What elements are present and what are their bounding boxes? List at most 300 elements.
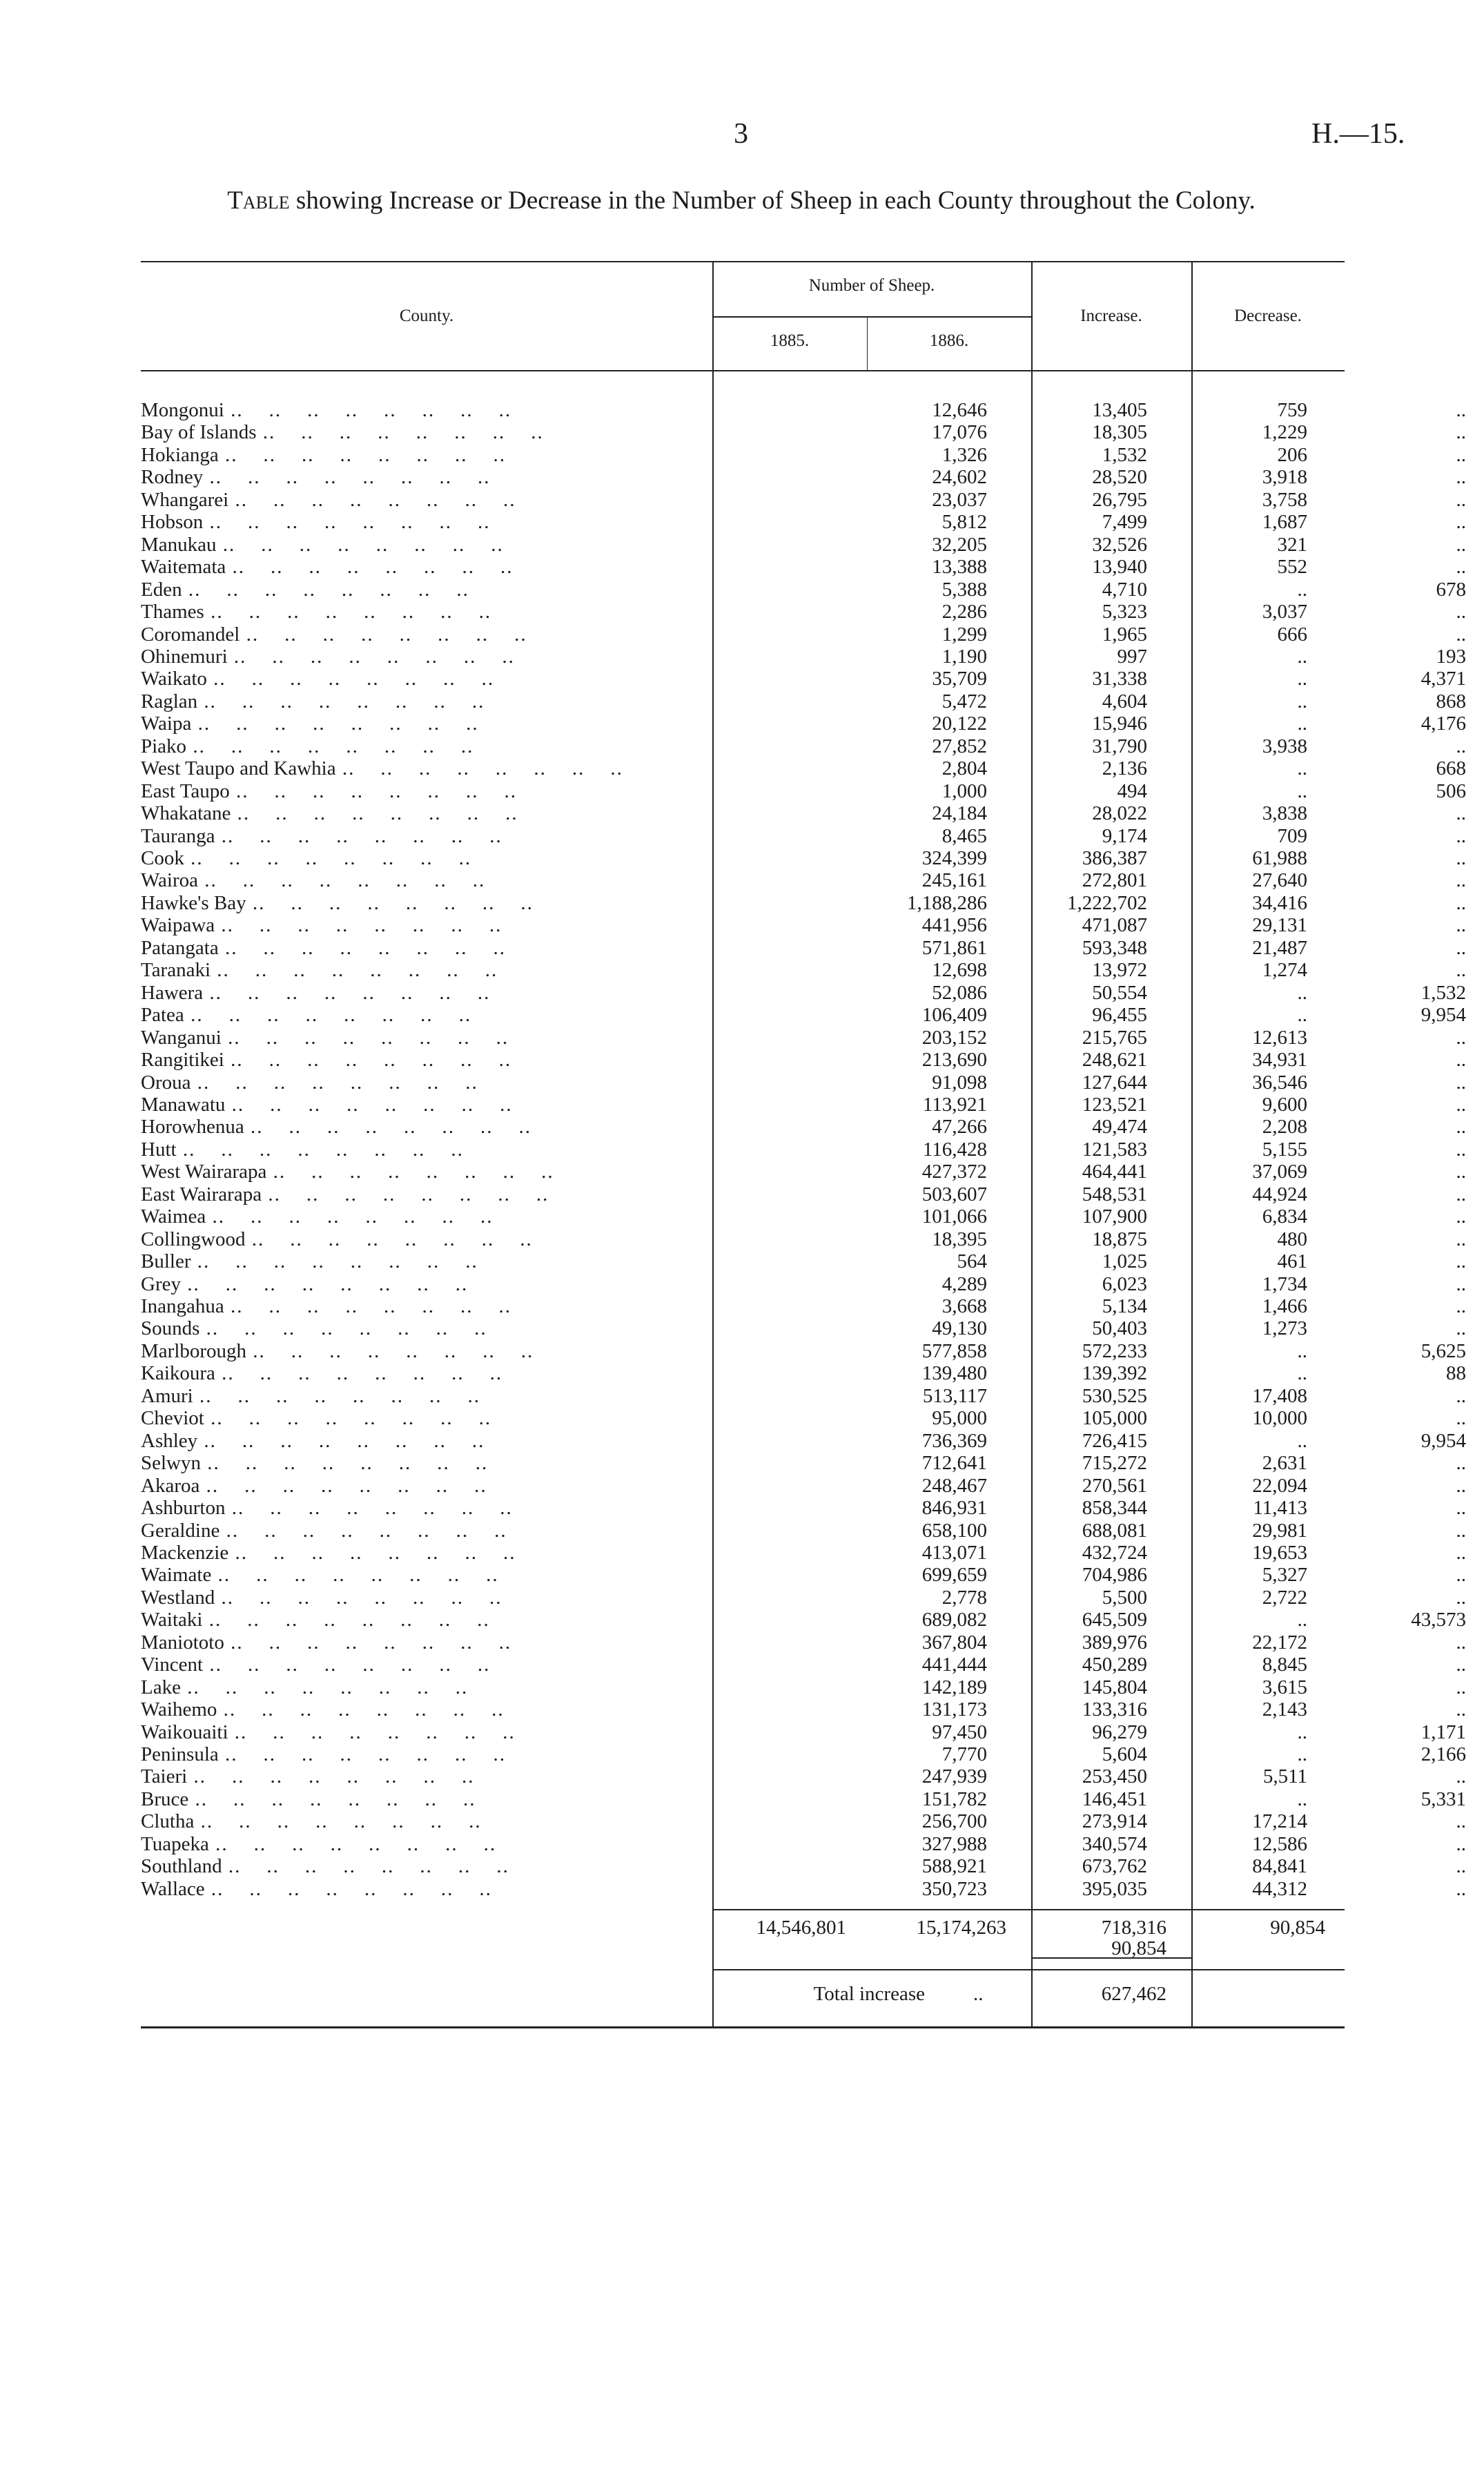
increase-value: .. (1297, 1339, 1307, 1362)
header-1886: 1886. (929, 331, 969, 350)
county-name: Waimea .. (141, 1205, 721, 1228)
increase-value: .. (1297, 1787, 1307, 1810)
decrease-value: .. (1456, 1317, 1466, 1340)
sheep-1885: 24,184 (932, 802, 987, 825)
sheep-1886: 5,323 (1102, 601, 1147, 623)
sheep-1886: 31,338 (1092, 668, 1147, 690)
decrease-value: .. (1456, 466, 1466, 489)
decrease-value: 678 (1436, 578, 1466, 601)
county-name: Wairoa .. (141, 869, 721, 891)
increase-value: 3,615 (1262, 1676, 1307, 1698)
decrease-value: .. (1456, 1183, 1466, 1205)
county-name: Waikouaiti .. (141, 1721, 721, 1743)
sheep-1886: 133,316 (1082, 1698, 1147, 1721)
decrease-value: .. (1456, 399, 1466, 421)
increase-value: 1,274 (1262, 959, 1307, 982)
sheep-1885: 2,778 (941, 1586, 987, 1609)
total-decrease: 90,854 (1270, 1917, 1325, 1939)
decrease-value: 668 (1436, 757, 1466, 780)
increase-value: 22,094 (1252, 1474, 1307, 1497)
increase-value: 34,931 (1252, 1049, 1307, 1072)
decrease-value: .. (1456, 1161, 1466, 1183)
sheep-1885: 97,450 (932, 1721, 987, 1743)
table-row (141, 1743, 1466, 1765)
increase-value: 2,208 (1262, 1116, 1307, 1138)
increase-value: 19,653 (1252, 1541, 1307, 1564)
county-name: East Taupo .. (141, 780, 721, 802)
county-name: Thames .. (141, 601, 721, 623)
increase-value: 29,131 (1252, 914, 1307, 937)
table-row (141, 443, 1466, 466)
decrease-value: 88 (1446, 1362, 1466, 1385)
county-name: Horowhenua .. (141, 1116, 721, 1138)
increase-value: 22,172 (1252, 1631, 1307, 1654)
decrease-value: .. (1456, 1026, 1466, 1049)
decrease-value: 1,532 (1420, 981, 1466, 1004)
table-row (141, 981, 1466, 1004)
table-row (141, 824, 1466, 847)
decrease-value: .. (1456, 533, 1466, 556)
header-decrease: Decrease. (1234, 307, 1302, 325)
increase-value: .. (1297, 1362, 1307, 1385)
decrease-value: .. (1456, 1676, 1466, 1698)
county-name: Taranaki .. (141, 959, 721, 981)
decrease-value: .. (1456, 488, 1466, 511)
sheep-1886: 6,023 (1102, 1272, 1147, 1295)
increase-value: 759 (1277, 399, 1307, 421)
county-name: Rodney .. (141, 466, 721, 488)
county-name: Hawera .. (141, 982, 721, 1004)
sheep-1885: 736,369 (921, 1429, 987, 1452)
sheep-1886: 248,621 (1082, 1049, 1147, 1072)
increase-value: 3,037 (1262, 601, 1307, 623)
decrease-value: 868 (1436, 690, 1466, 713)
sheep-1885: 13,388 (932, 556, 987, 579)
sheep-1885: 689,082 (921, 1609, 987, 1631)
decrease-value: .. (1456, 623, 1466, 646)
table-row (141, 578, 1466, 601)
increase-value: .. (1297, 1004, 1307, 1027)
decrease-value: .. (1456, 1474, 1466, 1497)
county-name: Bruce .. (141, 1788, 721, 1810)
table-row (141, 713, 1466, 735)
header-bottom-rule (141, 370, 1345, 371)
table-row (141, 1855, 1466, 1878)
county-name: Taieri .. (141, 1765, 721, 1787)
sheep-1885: 18,395 (932, 1228, 987, 1250)
table-row (141, 735, 1466, 757)
county-name: Wanganui .. (141, 1027, 721, 1049)
county-name: Eden .. (141, 579, 721, 601)
county-name: East Wairarapa .. (141, 1183, 721, 1205)
sheep-1886: 2,136 (1102, 757, 1147, 780)
table-row (141, 1004, 1466, 1027)
county-name: Tauranga .. (141, 825, 721, 847)
sheep-1886: 715,272 (1082, 1452, 1147, 1475)
sheep-1885: 1,326 (941, 443, 987, 466)
county-name: Collingwood .. (141, 1228, 721, 1250)
sheep-1886: 50,554 (1092, 981, 1147, 1004)
decrease-value: .. (1456, 1519, 1466, 1542)
decrease-value: .. (1456, 1205, 1466, 1228)
sheep-1886: 13,405 (1092, 399, 1147, 421)
sheep-1885: 17,076 (932, 421, 987, 444)
sheep-1885: 513,117 (922, 1384, 987, 1407)
table-row (141, 1676, 1466, 1698)
county-name: Ohinemuri .. (141, 646, 721, 668)
increase-value: 44,924 (1252, 1183, 1307, 1205)
county-name: Geraldine .. (141, 1520, 721, 1542)
sheep-1885: 2,286 (941, 601, 987, 623)
increase-value: 709 (1277, 824, 1307, 847)
sheep-1886: 4,604 (1102, 690, 1147, 713)
table-row (141, 1877, 1466, 1900)
sheep-1886: 673,762 (1082, 1855, 1147, 1878)
county-name: Hokianga .. (141, 444, 721, 466)
table-row (141, 1452, 1466, 1475)
sheep-1885: 441,956 (921, 914, 987, 937)
increase-value: 1,273 (1262, 1317, 1307, 1340)
sheep-1885: 350,723 (921, 1877, 987, 1900)
county-name: Patangata .. (141, 937, 721, 959)
sheep-1886: 18,875 (1092, 1228, 1147, 1250)
sheep-1886: 5,500 (1102, 1586, 1147, 1609)
decrease-value: .. (1456, 1295, 1466, 1317)
sheep-1885: 24,602 (932, 466, 987, 489)
table-row (141, 1519, 1466, 1542)
decrease-value: 4,371 (1420, 668, 1466, 690)
county-name: Raglan .. (141, 690, 721, 713)
increase-value: 206 (1277, 443, 1307, 466)
county-name: Waihemo .. (141, 1698, 721, 1721)
sheep-1885: 7,770 (941, 1743, 987, 1765)
county-name: Manawatu .. (141, 1094, 721, 1116)
sheep-1886: 26,795 (1092, 488, 1147, 511)
decrease-value: .. (1456, 914, 1466, 937)
header-1885: 1885. (770, 331, 810, 350)
sheep-1886: 858,344 (1082, 1497, 1147, 1520)
sheep-1885: 588,921 (921, 1855, 987, 1878)
increase-value: 10,000 (1252, 1407, 1307, 1430)
increase-value: .. (1297, 645, 1307, 668)
increase-value: 1,466 (1262, 1295, 1307, 1317)
sheep-1886: 5,134 (1102, 1295, 1147, 1317)
sheep-1886: 215,765 (1082, 1026, 1147, 1049)
sheep-1885: 245,161 (921, 869, 987, 892)
sheep-1886: 96,279 (1092, 1721, 1147, 1743)
county-name: Hutt .. (141, 1138, 721, 1161)
decrease-value: .. (1456, 1093, 1466, 1116)
sheep-1885: 95,000 (932, 1407, 987, 1430)
table-row (141, 869, 1466, 892)
table-row (141, 847, 1466, 869)
sheep-1886: 432,724 (1082, 1541, 1147, 1564)
decrease-value: .. (1456, 1832, 1466, 1855)
sheep-1886: 997 (1117, 645, 1147, 668)
table-row (141, 779, 1466, 802)
table-row (141, 421, 1466, 444)
sheep-1886: 5,604 (1102, 1743, 1147, 1765)
increase-value: .. (1297, 1429, 1307, 1452)
increase-value: 5,155 (1262, 1138, 1307, 1161)
table-title (141, 185, 1342, 217)
sheep-1885: 131,173 (921, 1698, 987, 1721)
decrease-value: .. (1456, 421, 1466, 444)
sheep-1886: 146,451 (1082, 1787, 1147, 1810)
sheep-1885: 49,130 (932, 1317, 987, 1340)
sheep-1885: 151,782 (921, 1787, 987, 1810)
decrease-value: 9,954 (1420, 1004, 1466, 1027)
sheep-1886: 13,940 (1092, 556, 1147, 579)
increase-value: .. (1297, 668, 1307, 690)
decrease-value: .. (1456, 802, 1466, 825)
sheep-1885: 113,921 (922, 1093, 987, 1116)
sheep-1885: 91,098 (932, 1071, 987, 1094)
county-name: Grey .. (141, 1273, 721, 1295)
sheep-1885: 712,641 (921, 1452, 987, 1475)
sheep-1885: 213,690 (921, 1049, 987, 1072)
decrease-value: .. (1456, 1497, 1466, 1520)
table-row (141, 399, 1466, 421)
net-total-value: 627,462 (1101, 1983, 1166, 2005)
net-total-leader-dots: .. (973, 1983, 984, 2005)
decrease-value: .. (1456, 869, 1466, 892)
county-name: Peninsula .. (141, 1743, 721, 1765)
decrease-value: .. (1456, 1116, 1466, 1138)
decrease-value: .. (1456, 511, 1466, 534)
table-row (141, 1810, 1466, 1833)
sheep-1885: 106,409 (921, 1004, 987, 1027)
county-name: Hawke's Bay .. (141, 892, 721, 914)
county-name: Maniototo .. (141, 1631, 721, 1654)
table-row (141, 1721, 1466, 1743)
decrease-value: .. (1456, 1250, 1466, 1273)
county-name: Mongonui .. (141, 399, 721, 421)
decrease-value: .. (1456, 1564, 1466, 1587)
table-row (141, 1138, 1466, 1161)
increase-value: 480 (1277, 1228, 1307, 1250)
sheep-1886: 4,710 (1102, 578, 1147, 601)
sheep-1886: 270,561 (1082, 1474, 1147, 1497)
increase-value: 1,734 (1262, 1272, 1307, 1295)
sheep-1886: 15,946 (1092, 713, 1147, 735)
increase-value: .. (1297, 1721, 1307, 1743)
increase-value: 61,988 (1252, 847, 1307, 869)
sheep-1885: 1,000 (941, 779, 987, 802)
table-row (141, 1250, 1466, 1273)
sheep-1886: 28,022 (1092, 802, 1147, 825)
county-name: Cheviot .. (141, 1407, 721, 1429)
decrease-value: .. (1456, 443, 1466, 466)
county-name: Ashburton .. (141, 1497, 721, 1519)
sheep-1885: 5,812 (941, 511, 987, 534)
county-name: Waitemata .. (141, 556, 721, 578)
sheep-1886: 593,348 (1082, 936, 1147, 959)
decrease-value: .. (1456, 1541, 1466, 1564)
sheep-1886: 340,574 (1082, 1832, 1147, 1855)
sheep-1886: 464,441 (1082, 1161, 1147, 1183)
table-row (141, 645, 1466, 668)
table-row (141, 1161, 1466, 1183)
sheep-1885: 142,189 (921, 1676, 987, 1698)
decrease-value: .. (1456, 1631, 1466, 1654)
sheep-1885: 101,066 (921, 1205, 987, 1228)
decrease-value: .. (1456, 1877, 1466, 1900)
table-row (141, 1362, 1466, 1385)
sheep-1885: 1,190 (941, 645, 987, 668)
table-row (141, 1497, 1466, 1520)
table-row (141, 891, 1466, 914)
county-name: Kaikoura .. (141, 1362, 721, 1384)
county-name: Akaroa .. (141, 1475, 721, 1497)
sheep-1886: 273,914 (1082, 1810, 1147, 1833)
county-name: Waimate .. (141, 1564, 721, 1586)
increase-value: 3,918 (1262, 466, 1307, 489)
increase-value: 3,758 (1262, 488, 1307, 511)
increase-value: .. (1297, 578, 1307, 601)
decrease-value: .. (1456, 1855, 1466, 1878)
increase-value: 2,631 (1262, 1452, 1307, 1475)
header-number-of-sheep: Number of Sheep. (808, 276, 935, 295)
increase-value: 84,841 (1252, 1855, 1307, 1878)
county-name: Waipawa .. (141, 914, 721, 936)
increase-value: 11,413 (1253, 1497, 1307, 1520)
county-name: Wallace .. (141, 1878, 721, 1900)
sheep-1885: 503,607 (921, 1183, 987, 1205)
increase-value: 44,312 (1252, 1877, 1307, 1900)
decrease-value: 4,176 (1420, 713, 1466, 735)
table-row (141, 1631, 1466, 1654)
sheep-1886: 49,474 (1092, 1116, 1147, 1138)
increase-value: 21,487 (1252, 936, 1307, 959)
totals-top-rule (712, 1909, 1345, 1910)
county-name: Rangitikei .. (141, 1049, 721, 1071)
increase-value: 27,640 (1252, 869, 1307, 892)
table-row (141, 1698, 1466, 1721)
table-row (141, 1071, 1466, 1094)
sheep-1885: 327,988 (921, 1832, 987, 1855)
table-row (141, 1429, 1466, 1452)
increase-value: 321 (1277, 533, 1307, 556)
table-row (141, 488, 1466, 511)
sheep-1886: 253,450 (1082, 1765, 1147, 1788)
increase-value: 1,687 (1262, 511, 1307, 534)
sheep-1886: 32,526 (1092, 533, 1147, 556)
county-name: Westland .. (141, 1587, 721, 1609)
sheep-1885: 35,709 (932, 668, 987, 690)
table-row (141, 914, 1466, 937)
sheep-1886: 1,532 (1102, 443, 1147, 466)
county-name: Amuri .. (141, 1385, 721, 1407)
sheep-1885: 20,122 (932, 713, 987, 735)
table-row (141, 1026, 1466, 1049)
table-top-rule (141, 261, 1345, 262)
sheep-1885: 571,861 (921, 936, 987, 959)
decrease-value: .. (1456, 556, 1466, 579)
table-row (141, 1295, 1466, 1317)
sheep-1886: 105,000 (1082, 1407, 1147, 1430)
sheep-1886: 530,525 (1082, 1384, 1147, 1407)
sheep-1885: 441,444 (921, 1654, 987, 1676)
sheep-1886: 395,035 (1082, 1877, 1147, 1900)
table-row (141, 690, 1466, 713)
sheep-1886: 548,531 (1082, 1183, 1147, 1205)
decrease-value: .. (1456, 847, 1466, 869)
decrease-value: .. (1456, 1654, 1466, 1676)
sheep-1886: 50,403 (1092, 1317, 1147, 1340)
title-lead: Table (227, 186, 290, 215)
county-name: Waipa .. (141, 713, 721, 735)
county-name: Manukau .. (141, 534, 721, 556)
sheep-1885: 5,388 (941, 578, 987, 601)
table-row (141, 1205, 1466, 1228)
sheep-1885: 27,852 (932, 735, 987, 757)
less-decrease: 90,854 (1111, 1937, 1166, 1959)
sheep-1885: 1,299 (941, 623, 987, 646)
sheep-1885: 139,480 (921, 1362, 987, 1385)
table-row (141, 802, 1466, 825)
county-name: Clutha .. (141, 1810, 721, 1832)
sheep-1885: 2,804 (941, 757, 987, 780)
sheep-1886: 28,520 (1092, 466, 1147, 489)
increase-value: 2,722 (1262, 1586, 1307, 1609)
county-name: Whakatane .. (141, 802, 721, 824)
table-row (141, 1384, 1466, 1407)
county-name: Hobson .. (141, 511, 721, 533)
county-name: West Taupo and Kawhia .. (141, 757, 721, 779)
table-row (141, 1272, 1466, 1295)
title-rest: showing Increase or Decrease in the Number of Sheep in each County throughout the Colony. (289, 186, 1256, 215)
sheep-1886: 688,081 (1082, 1519, 1147, 1542)
decrease-value: .. (1456, 1586, 1466, 1609)
decrease-value: 5,625 (1420, 1339, 1466, 1362)
decrease-value: .. (1456, 735, 1466, 757)
county-name: Selwyn .. (141, 1452, 721, 1474)
sheep-1886: 107,900 (1082, 1205, 1147, 1228)
county-name: Mackenzie .. (141, 1542, 721, 1564)
table-row (141, 466, 1466, 489)
county-name: Southland .. (141, 1855, 721, 1877)
sheep-1885: 3,668 (941, 1295, 987, 1317)
increase-value: 17,408 (1252, 1384, 1307, 1407)
table-row (141, 959, 1466, 982)
decrease-value: .. (1456, 1138, 1466, 1161)
county-name: Tuapeka .. (141, 1833, 721, 1855)
table-row (141, 1564, 1466, 1587)
increase-value: .. (1297, 779, 1307, 802)
increase-value: .. (1297, 981, 1307, 1004)
increase-value: .. (1297, 1609, 1307, 1631)
county-name: Oroua .. (141, 1072, 721, 1094)
decrease-value: .. (1456, 1049, 1466, 1072)
table-row (141, 1049, 1466, 1072)
table-row (141, 1654, 1466, 1676)
sheep-1885: 658,100 (921, 1519, 987, 1542)
sheep-1885: 23,037 (932, 488, 987, 511)
county-name: Patea .. (141, 1004, 721, 1026)
table-row (141, 1541, 1466, 1564)
sheep-1886: 121,583 (1082, 1138, 1147, 1161)
table-row (141, 1586, 1466, 1609)
table-row (141, 1832, 1466, 1855)
increase-value: 5,327 (1262, 1564, 1307, 1587)
county-name: Piako .. (141, 735, 721, 757)
sheep-1885: 846,931 (921, 1497, 987, 1520)
increase-value: .. (1297, 713, 1307, 735)
decrease-value: .. (1456, 1272, 1466, 1295)
increase-value: 666 (1277, 623, 1307, 646)
page-number: 3 (734, 118, 748, 150)
